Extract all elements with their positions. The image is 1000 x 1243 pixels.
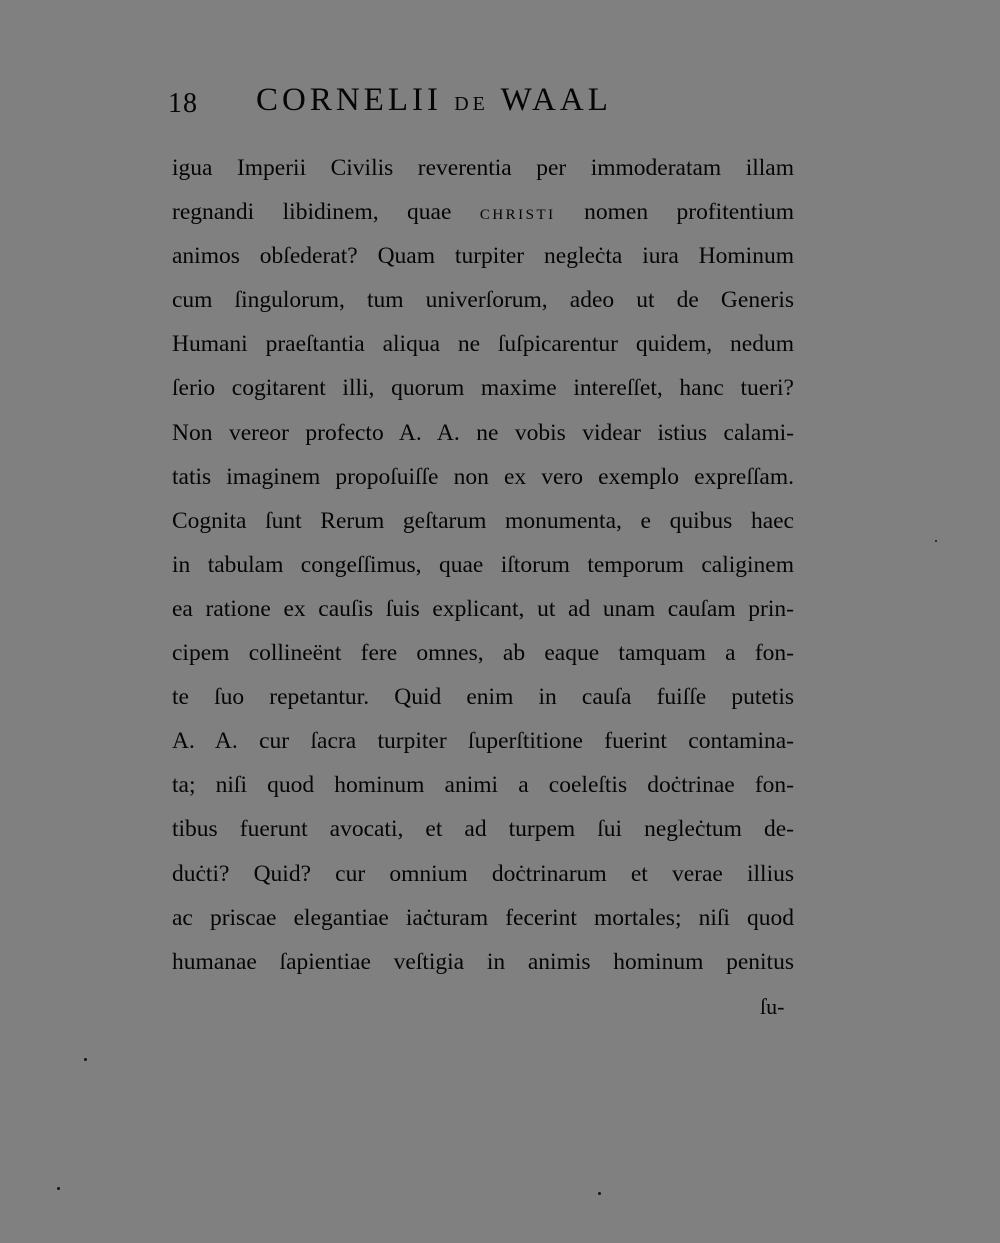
text-line: te ſuo repetantur. Quid enim in cauſa fuiſſe putetis [172, 684, 794, 711]
ink-speck [935, 540, 937, 542]
running-title [256, 82, 612, 119]
catchword: ſu- [760, 994, 785, 1019]
text-line: humanae ſapientiae veſtigia in animis hominum penitus [172, 948, 794, 975]
text-line: Humani praeſtantia aliqua ne ſuſpicarentur quidem, nedum [172, 331, 794, 358]
text-segment: regnandi libidinem, quae [172, 199, 452, 226]
ink-speck [598, 1192, 601, 1195]
text-line: in tabulam congeſſimus, quae iſtorum temporum caliginem [172, 551, 794, 578]
text-line: Non vereor profecto A. A. ne vobis videar istius calami- [172, 419, 794, 446]
ink-speck [84, 1058, 87, 1061]
text-line: animos obſederat? Quam turpiter negleċta iura Hominum [172, 243, 794, 270]
page-header [168, 82, 808, 132]
running-title-name: CORNELII [256, 82, 442, 118]
text-line: igua Imperii Civilis reverentia per immoderatam illam [172, 155, 794, 181]
text-line: ta; niſi quod hominum animi a coeleſtis doċtrinae fon- [172, 772, 794, 799]
running-title-particle: DE [454, 93, 489, 115]
page-number: 18 [168, 88, 198, 119]
text-line: cum ſingulorum, tum univerſorum, adeo ut de Generis [172, 287, 794, 314]
text-line: ac priscae elegantiae iaċturam fecerint mortales; niſi quod [172, 904, 794, 931]
text-line: ſerio cogitarent illi, quorum maxime intereſſet, hanc tueri? [172, 375, 794, 402]
small-caps-name: CHRISTI [479, 207, 556, 224]
text-segment: nomen profitentium [584, 199, 794, 226]
text-line: Cognita ſunt Rerum geſtarum monumenta, e quibus haec [172, 507, 794, 534]
text-line: duċti? Quid? cur omnium doċtrinarum et verae illius [172, 860, 794, 887]
text-line: ea ratione ex cauſis ſuis explicant, ut ad unam cauſam prin- [172, 595, 794, 622]
text-line: tatis imaginem propoſuiſſe non ex vero exemplo expreſſam. [172, 463, 794, 490]
text-line [172, 190, 794, 234]
text-line: cipem collineënt fere omnes, ab eaque tamquam a fon- [172, 640, 794, 667]
text-line: tibus fuerunt avocati, et ad turpem ſui negleċtum de- [172, 816, 794, 843]
body-text [172, 146, 794, 984]
ink-speck [57, 1187, 60, 1190]
text-line: A. A. cur ſacra turpiter ſuperſtitione fuerint contamina- [172, 728, 794, 755]
running-title-surname: WAAL [500, 82, 612, 118]
